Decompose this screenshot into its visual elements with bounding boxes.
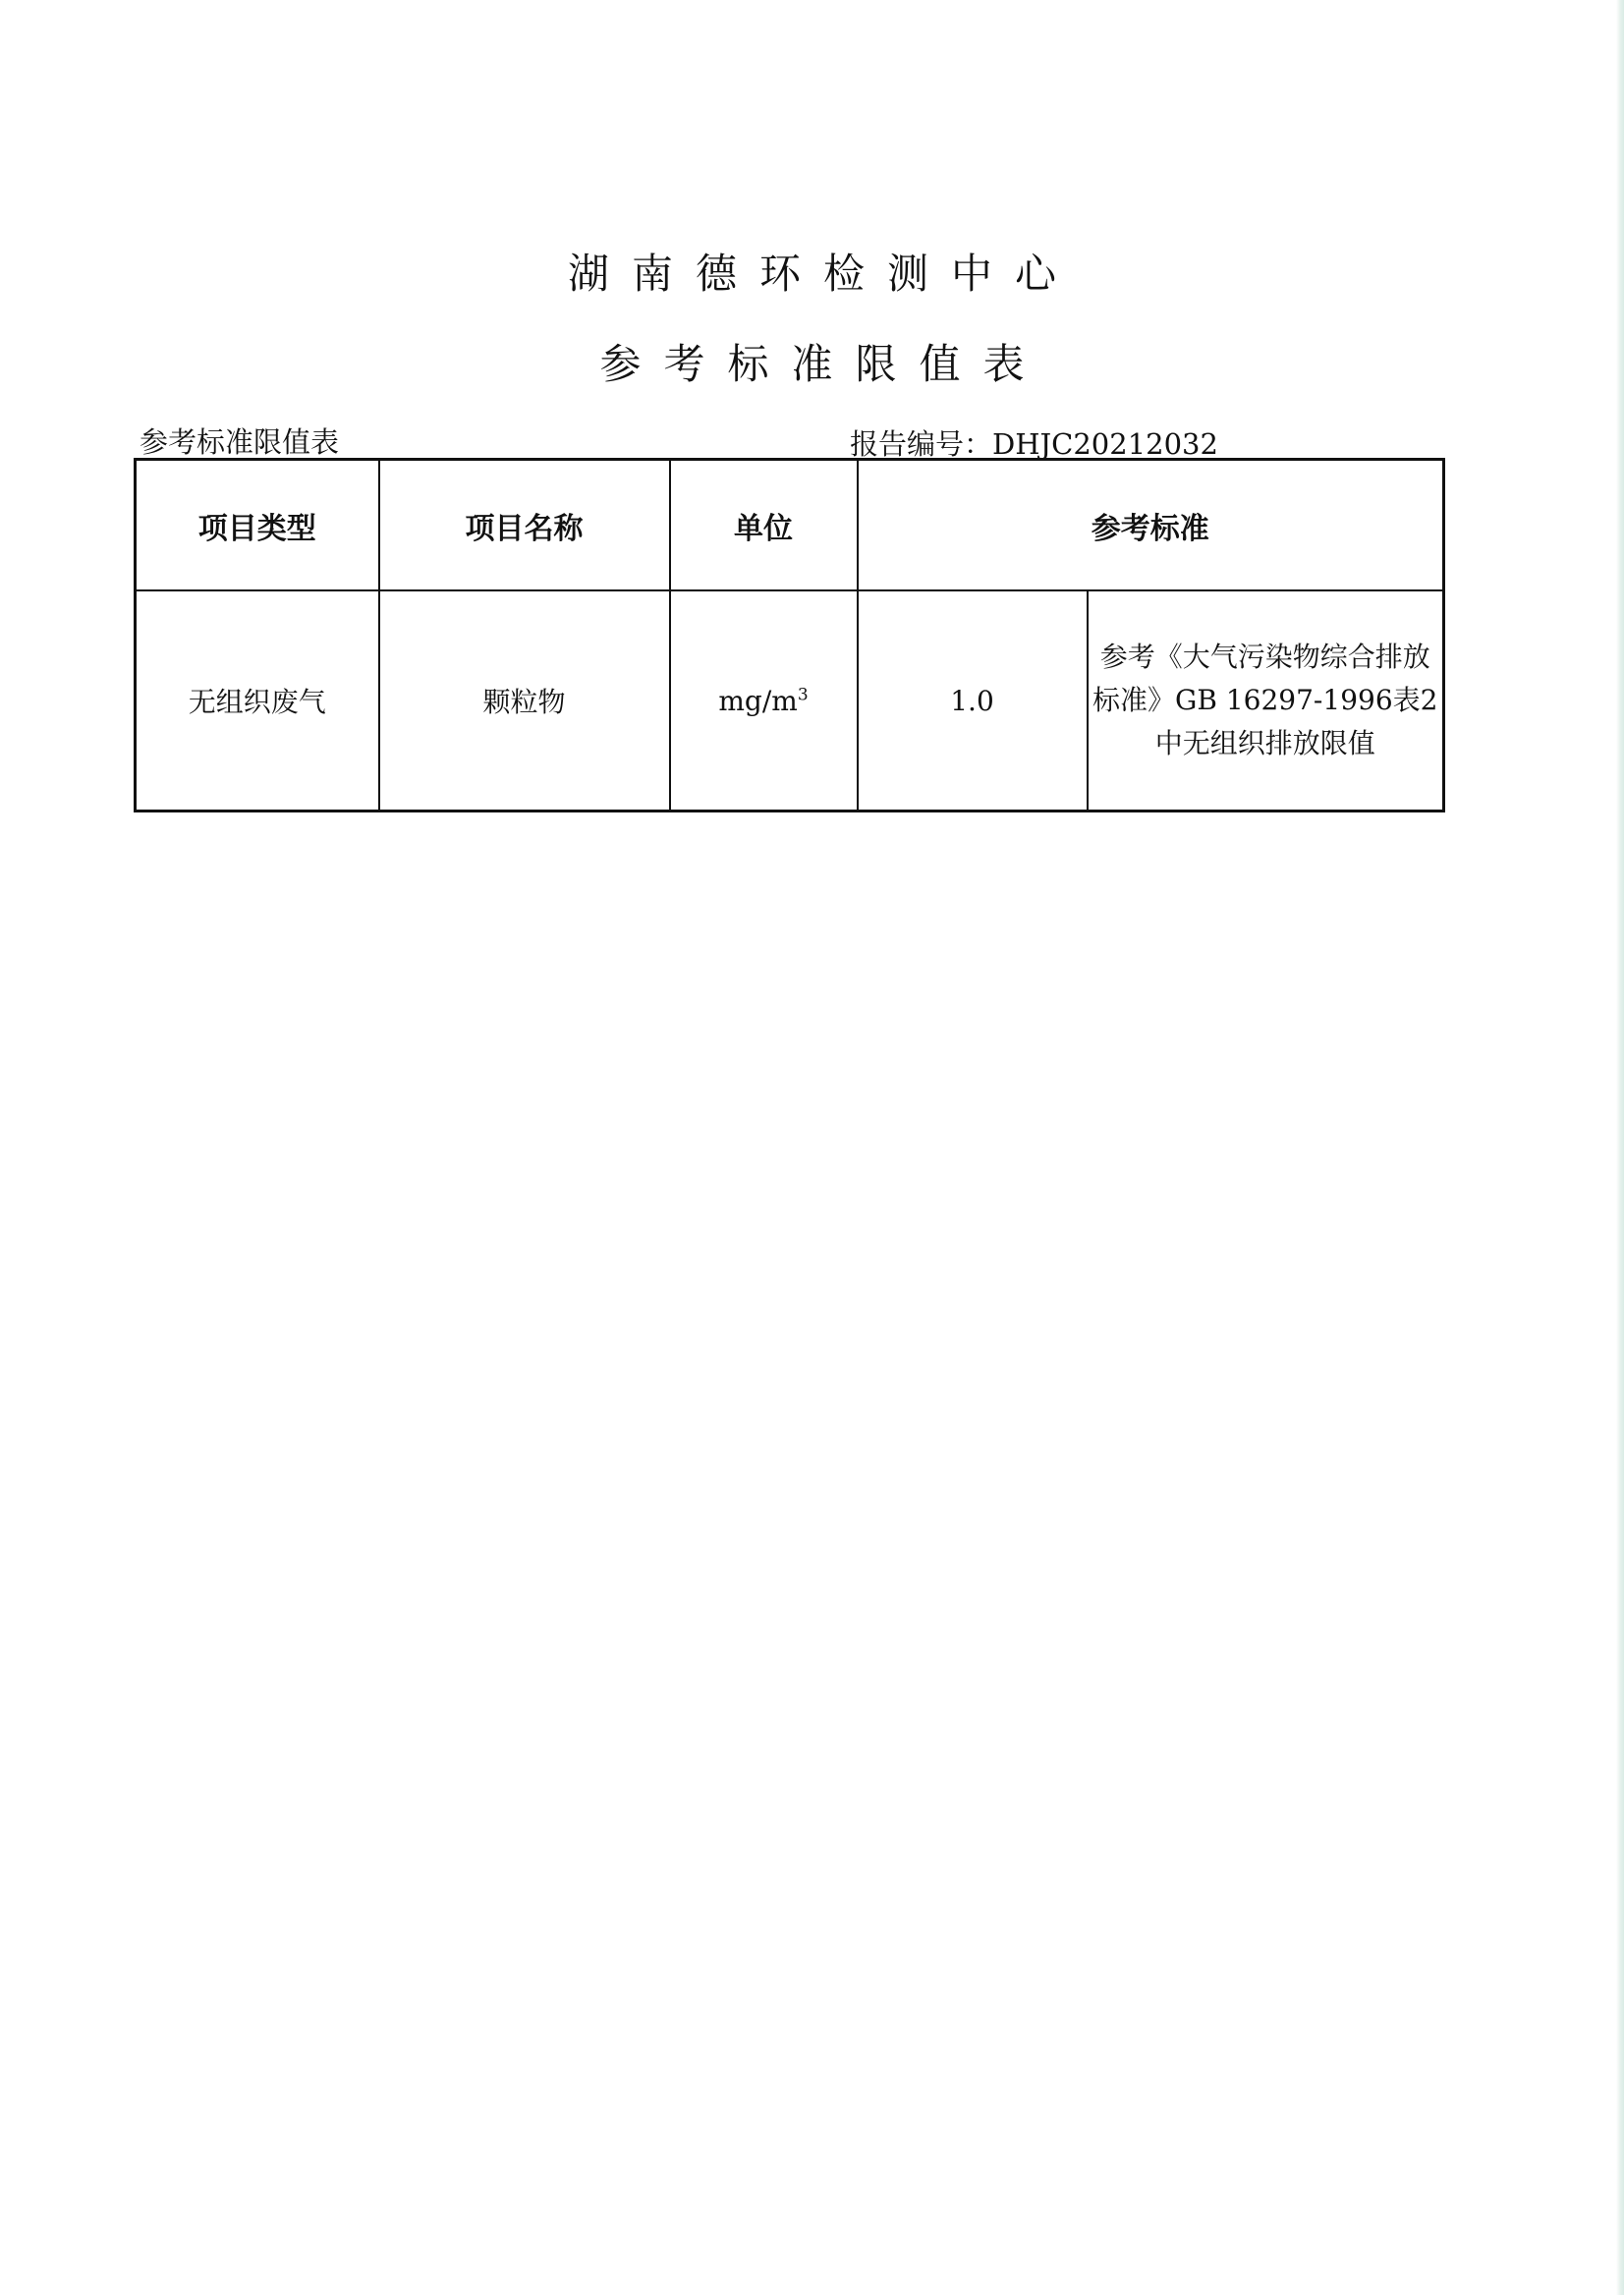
- unit-text: mg/m: [718, 684, 798, 717]
- cell-item-name: 颗粒物: [379, 590, 670, 812]
- report-number: 报告编号：DHJC20212032: [850, 427, 1218, 461]
- unit-superscript: 3: [797, 685, 809, 705]
- document-title: 参考标准限值表: [599, 340, 1047, 388]
- cell-item-type: 无组织废气: [136, 590, 379, 812]
- cell-limit-value: 1.0: [858, 590, 1088, 812]
- table-row: [136, 590, 1444, 812]
- organization-name: 湖南德环检测中心: [567, 250, 1079, 298]
- table-label: 参考标准限值表: [140, 425, 340, 459]
- column-header-standard: 参考标准: [858, 460, 1444, 591]
- column-header-unit: 单位: [670, 460, 858, 591]
- column-header-name: 项目名称: [379, 460, 670, 591]
- column-header-type: 项目类型: [136, 460, 379, 591]
- cell-standard-reference: 参考《大气污染物综合排放标准》GB 16297-1996表2中无组织排放限值: [1088, 590, 1444, 812]
- cell-unit: [670, 590, 858, 812]
- table-header-row: [136, 460, 1444, 591]
- reference-standard-table: [134, 458, 1445, 812]
